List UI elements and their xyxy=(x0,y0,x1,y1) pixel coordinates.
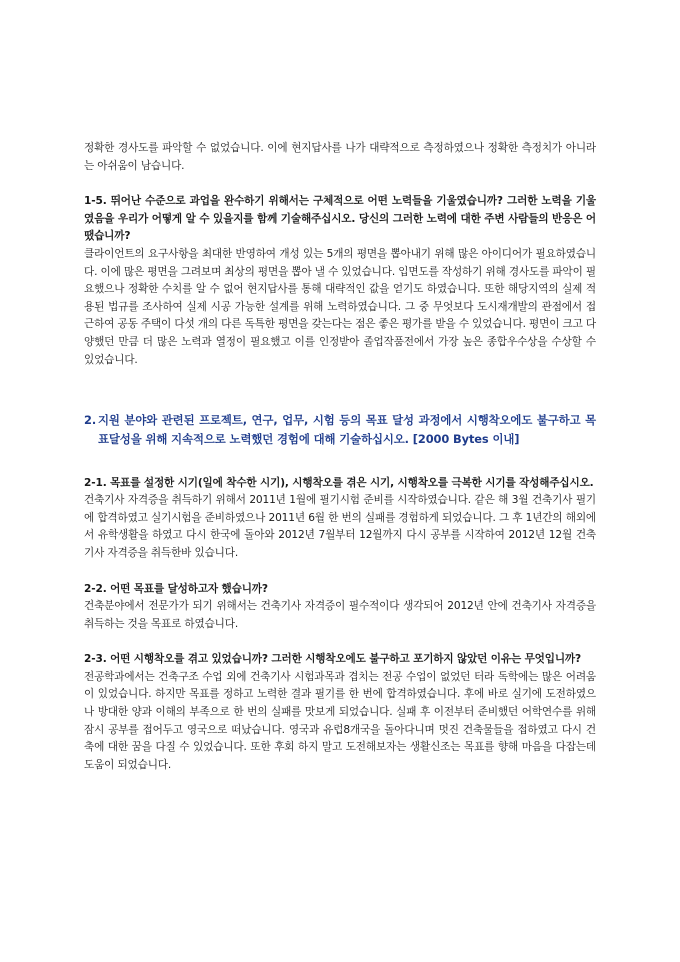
section-2-heading xyxy=(84,411,596,449)
section-2-number: 2. xyxy=(84,413,97,428)
question-1-5: 1-5. 뛰어난 수준으로 과업을 완수하기 위해서는 구체적으로 어떤 노력들을 기울였습니까? 그러한 노력을 기울였음을 우리가 어떻게 알 수 있을지를 함께 기술해주십시오. 당신의 그러한 노력에 대한 주변 사람들의 반응은 어땠습니까? xyxy=(84,195,596,243)
section-2-title: 지원 분야와 관련된 프로젝트, 연구, 업무, 시험 등의 목표 달성 과정에서 시행착오에도 불구하고 목표달성을 위해 지속적으로 노력했던 경험에 대해 기술하십시오. [2000 Bytes 이내] xyxy=(98,413,596,447)
intro-paragraph: 정확한 경사도를 파악할 수 없었습니다. 이에 현지답사를 나가 대략적으로 측정하였으나 정확한 측정치가 아니라는 아쉬움이 남습니다. xyxy=(84,142,596,172)
question-2-3: 2-3. 어떤 시행착오를 겪고 있었습니까? 그러한 시행착오에도 불구하고 포기하지 않았던 이유는 무엇입니까? xyxy=(84,653,581,666)
answer-1-5: 클라이언트의 요구사항을 최대한 반영하여 개성 있는 5개의 평면을 뽑아내기 위해 많은 아이디어가 필요하였습니다. 이에 많은 평면을 그려보며 최상의 평면을 뽑아 낼 수 있었습니다. 입면도를 작성하기 위해 경사도를 파악이 필요했으나 정확한 수치를 알 수 없어 현지답사를 통해 대략적인 값을 얻기도 하였습니다. 또한 해당지역의 실제 적용된 법규를 조사하여 실제 시공 가능한 설계를 위해 노력하였습니다. 그 중 무엇보다 도시재개발의 관점에서 접근하여 공동 주택이 다섯 개의 다른 독특한 평면을 갖는다는 점은 좋은 평가를 받을 수 있었습니다. 평면이 크고 다양했던 만큼 더 많은 노력과 열정이 필요했고 이를 인정받아 졸업작품전에서 가장 높은 종합우수상을 수상할 수 있었습니다. xyxy=(84,247,596,366)
question-2-1: 2-1. 목표를 설정한 시기(일에 착수한 시기), 시행착오를 겪은 시기, 시행착오를 극복한 시기를 작성해주십시오. xyxy=(84,476,594,489)
question-2-2: 2-2. 어떤 목표를 달성하고자 했습니까? xyxy=(84,582,268,595)
answer-2-1: 건축기사 자격증을 취득하기 위해서 2011년 1월에 필기시험 준비를 시작하였습니다. 같은 해 3월 건축기사 필기에 합격하였고 실기시험을 준비하였으나 2011년 6월 한 번의 실패를 경험하게 되었습니다. 그 후 1년간의 해외에서 유학생활을 하였고 다시 한국에 돌아와 2012년 7월부터 12월까지 다시 공부를 시작하여 2012년 12월 건축기사 자격증을 취득한바 있습니다. xyxy=(84,494,596,559)
answer-2-2: 건축분야에서 전문가가 되기 위해서는 건축기사 자격증이 필수적이다 생각되어 2012년 안에 건축기사 자격증을 취득하는 것을 목표로 하였습니다. xyxy=(84,600,596,630)
answer-2-3: 전공학과에서는 건축구조 수업 외에 건축기사 시험과목과 겹치는 전공 수업이 없었던 터라 독학에는 많은 어려움이 있었습니다. 하지만 목표를 정하고 노력한 결과 필기를 한 번에 합격하였습니다. 후에 바로 실기에 도전하였으나 방대한 양과 이해의 부족으로 한 번의 실패를 맛보게 되었습니다. 실패 후 이전부터 준비했던 어학연수를 위해 잠시 공부를 접어두고 영국으로 떠났습니다. 영국과 유럽8개국을 돌아다니며 멋진 건축물들을 접하였고 다시 건축에 대한 꿈을 다질 수 있었습니다. 또한 후회 하지 말고 도전해보자는 생활신조는 목표를 향해 마음을 다잡는데 도움이 되었습니다. xyxy=(84,670,596,771)
document-page xyxy=(84,140,596,774)
